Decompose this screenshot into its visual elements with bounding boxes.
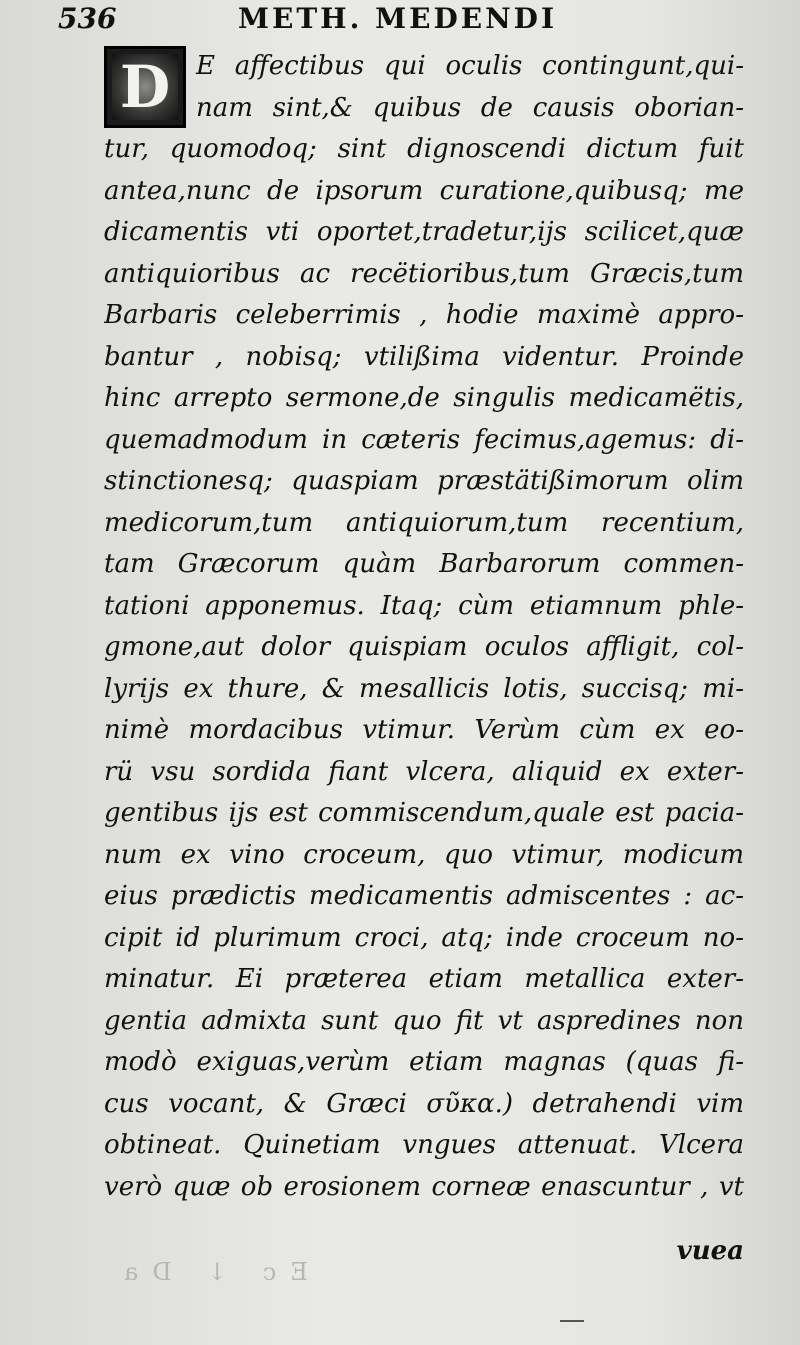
page-number: 536 <box>58 2 117 35</box>
text-line: dicamentis vti oportet,tradetur,ijs scilicet,quæ <box>104 217 744 247</box>
page-edge-mark <box>560 1320 584 1322</box>
text-line: quemadmodum in cæteris fecimus,agemus: di- <box>104 424 744 455</box>
text-line: tam Græcorum quàm Barbarorum commen- <box>104 549 744 579</box>
text-line: E affectibus qui oculis contingunt,qui- <box>196 51 744 81</box>
text-line: cus vocant, & Græci σῦκα.) detrahendi vim <box>104 1088 744 1119</box>
initial-letter: D <box>112 54 178 120</box>
body-text <box>104 46 744 1208</box>
page-header <box>58 2 760 36</box>
text-line: gmone,aut dolor quispiam oculos affligit, col- <box>104 632 744 662</box>
text-line: medicorum,tum antiquiorum,tum recentium, <box>104 507 744 538</box>
bleed-through-text: Ec ↓ Da <box>110 1258 308 1286</box>
text-line: tationi apponemus. Itaq; cùm etiamnum phle- <box>104 590 744 621</box>
text-line: stinctionesq; quaspiam præstätißimorum olim <box>104 466 744 496</box>
text-line: bantur , nobisq; vtilißima videntur. Proinde <box>104 341 744 372</box>
text-line: nimè mordacibus vtimur. Verùm cùm ex eo- <box>104 715 744 745</box>
decorated-initial <box>104 46 186 128</box>
text-line: gentibus ijs est commiscendum,quale est pacia- <box>104 798 744 828</box>
text-line: num ex vino croceum, quo vtimur, modicum <box>104 839 744 870</box>
text-line: nam sint,& quibus de causis oborian- <box>196 92 744 123</box>
text-line: cipit id plurimum croci, atq; inde croceum no- <box>104 922 744 953</box>
text-line: obtineat. Quinetiam vngues attenuat. Vlcera <box>104 1130 744 1160</box>
text-line: rü vsu sordida fiant vlcera, aliquid ex exter- <box>104 756 744 787</box>
text-line: Barbaris celeberrimis , hodie maximè appro- <box>104 300 744 330</box>
text-line: modò exiguas,verùm etiam magnas (quas fi- <box>104 1047 744 1077</box>
text-line: tur, quomodoq; sint dignoscendi dictum fuit <box>104 134 744 164</box>
text-line: gentia admixta sunt quo fit vt aspredines non <box>104 1005 744 1036</box>
text-line: verò quæ ob erosionem corneæ enascuntur , vt <box>104 1171 744 1202</box>
running-title: METH. MEDENDI <box>238 2 558 35</box>
text-line: hinc arrepto sermone,de singulis medicamëtis, <box>104 383 744 413</box>
catchword: vuea <box>676 1236 744 1266</box>
text-line: lyrijs ex thure, & mesallicis lotis, succisq; mi- <box>104 673 744 704</box>
text-line: eius prædictis medicamentis admiscentes : ac- <box>104 881 744 911</box>
text-line: antea,nunc de ipsorum curatione,quibusq; me <box>104 175 744 206</box>
text-line: minatur. Ei præterea etiam metallica exter- <box>104 964 744 994</box>
text-line: antiquioribus ac recëtioribus,tum Græcis,tum <box>104 258 744 289</box>
